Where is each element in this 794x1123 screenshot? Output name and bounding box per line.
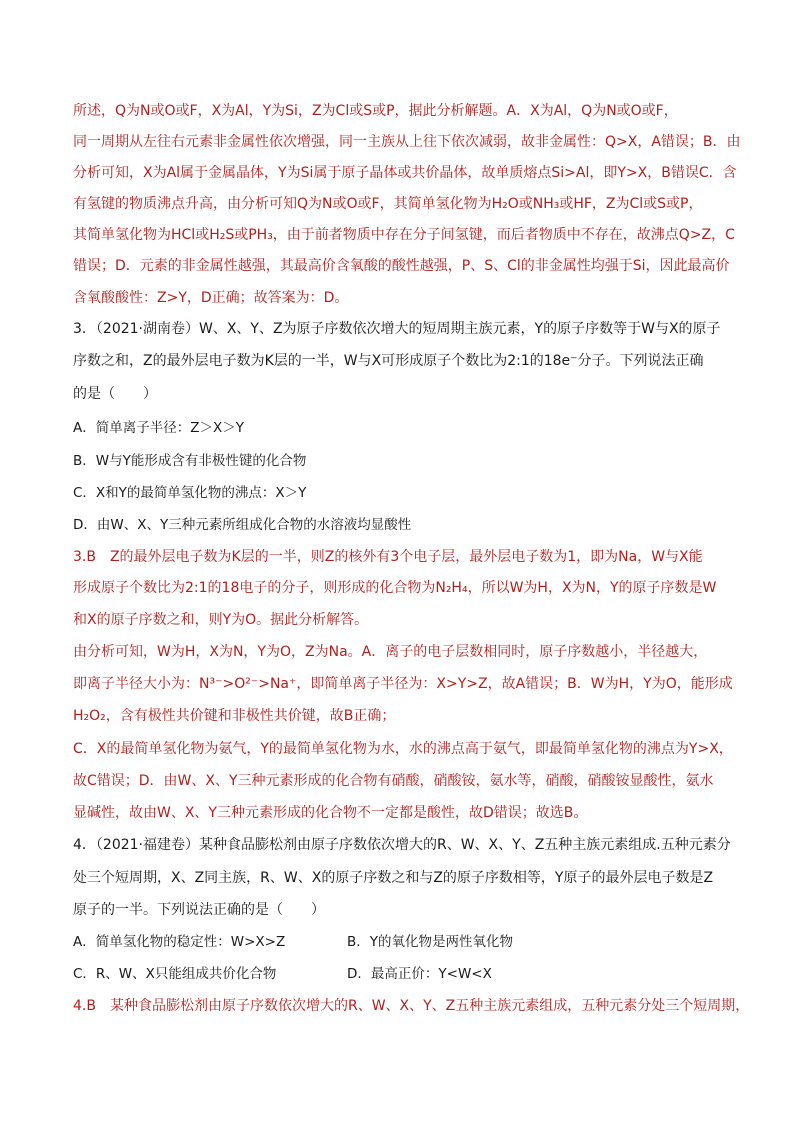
text-line: 所述，Q为N或O或F，X为Al，Y为Si，Z为Cl或S或P，据此分析解题。A．X为Al，Q为N或O或F， [73, 103, 678, 119]
question-3-stem: 序数之和，Z的最外层电子数为K层的一半，W与X可形成原子个数比为2:1的18e⁻分子。下列说法正确 [73, 353, 704, 369]
question-4-stem: 处三个短周期，X、Z同主族，R、W、X的原子序数之和与Z的原子序数相等，Y原子的最外层电子数是Z [73, 870, 714, 886]
answer-3: 由分析可知，W为H，X为N，Y为O，Z为Na。A．离子的电子层数相同时，原子序数越小，半径越大， [73, 644, 708, 660]
answer-3: 3.B Z的最外层电子数为K层的一半，则Z的核外有3个电子层，最外层电子数为1，即为Na，W与X能 [73, 549, 703, 565]
text-line: 有氢键的物质沸点升高，由分析可知Q为N或O或F，其简单氢化物为H₂O或NH₃或HF，Z为Cl或S或P， [73, 196, 703, 212]
text-line: 含氧酸酸性：Z>Y，D正确；故答案为：D。 [73, 290, 349, 306]
question-4-stem: 4．（2021·福建卷）某种食品膨松剂由原子序数依次增大的R、W、X、Y、Z五种主族元素组成.五种元素分 [73, 837, 731, 853]
question-3-option-d: D．由W、X、Y三种元素所组成化合物的水溶液均显酸性 [73, 517, 412, 533]
question-3-option-c: C．X和Y的最简单氢化物的沸点：X＞Y [73, 485, 307, 501]
text-line: 分析可知，X为Al属于金属晶体，Y为Si属于原子晶体或共价晶体，故单质熔点Si>Al，即Y>X，B错误C．含 [73, 165, 737, 181]
answer-3: H₂O₂，含有极性共价键和非极性共价键，故B正确； [73, 708, 396, 724]
question-3-stem: 的是（ ） [73, 386, 157, 402]
question-4-option-d: D．最高正价：Y<W<X [347, 966, 492, 982]
question-4-option-c: C．R、W、X只能组成共价化合物 [73, 966, 277, 982]
question-4-option-b: B．Y的氧化物是两性氧化物 [347, 934, 514, 950]
answer-3: C．X的最简单氢化物为氨气，Y的最简单氢化物为水，水的沸点高于氨气，即最简单氢化物的沸点为Y>X， [73, 741, 733, 757]
answer-3: 和X的原子序数之和，则Y为O。据此分析解答。 [73, 612, 369, 628]
question-3-option-b: B．W与Y能形成含有非极性键的化合物 [73, 453, 307, 469]
text-line: 其简单氢化物为HCl或H₂S或PH₃，由于前者物质中存在分子间氢键，而后者物质中不存在，故沸点Q>Z，C [73, 227, 735, 243]
answer-3: 形成原子个数比为2:1的18电子的分子，则形成的化合物为N₂H₄，所以W为H，X为N，Y的原子序数是W [73, 580, 717, 596]
answer-3: 显碱性，故由W、X、Y三种元素形成的化合物不一定都是酸性，故D错误；故选B。 [73, 805, 588, 821]
answer-3: 即离子半径大小为：N³⁻>O²⁻>Na⁺，即简单离子半径为：X>Y>Z，故A错误；B．W为H，Y为O，能形成 [73, 676, 733, 692]
question-3-stem: 3．（2021·湖南卷）W、X、Y、Z为原子序数依次增大的短周期主族元素，Y的原子序数等于W与X的原子 [73, 321, 721, 337]
text-line: 错误；D．元素的非金属性越强，其最高价含氧酸的酸性越强，P、S、Cl的非金属性均强于Si，因此最高价 [73, 258, 730, 274]
answer-4: 4.B 某种食品膨松剂由原子序数依次增大的R、W、X、Y、Z五种主族元素组成，五种元素分处三个短周期， [73, 998, 750, 1014]
text-line: 同一周期从左往右元素非金属性依次增强，同一主族从上往下依次减弱，故非金属性：Q>X，A错误；B．由 [73, 134, 741, 150]
question-4-option-a: A．简单氢化物的稳定性：W>X>Z [73, 934, 286, 950]
answer-3: 故C错误；D．由W、X、Y三种元素形成的化合物有硝酸，硝酸铵，氨水等，硝酸，硝酸铵显酸性，氨水 [73, 773, 714, 789]
question-3-option-a: A．简单离子半径：Z＞X＞Y [73, 420, 244, 436]
question-4-stem: 原子的一半。下列说法正确的是（ ） [73, 902, 325, 918]
